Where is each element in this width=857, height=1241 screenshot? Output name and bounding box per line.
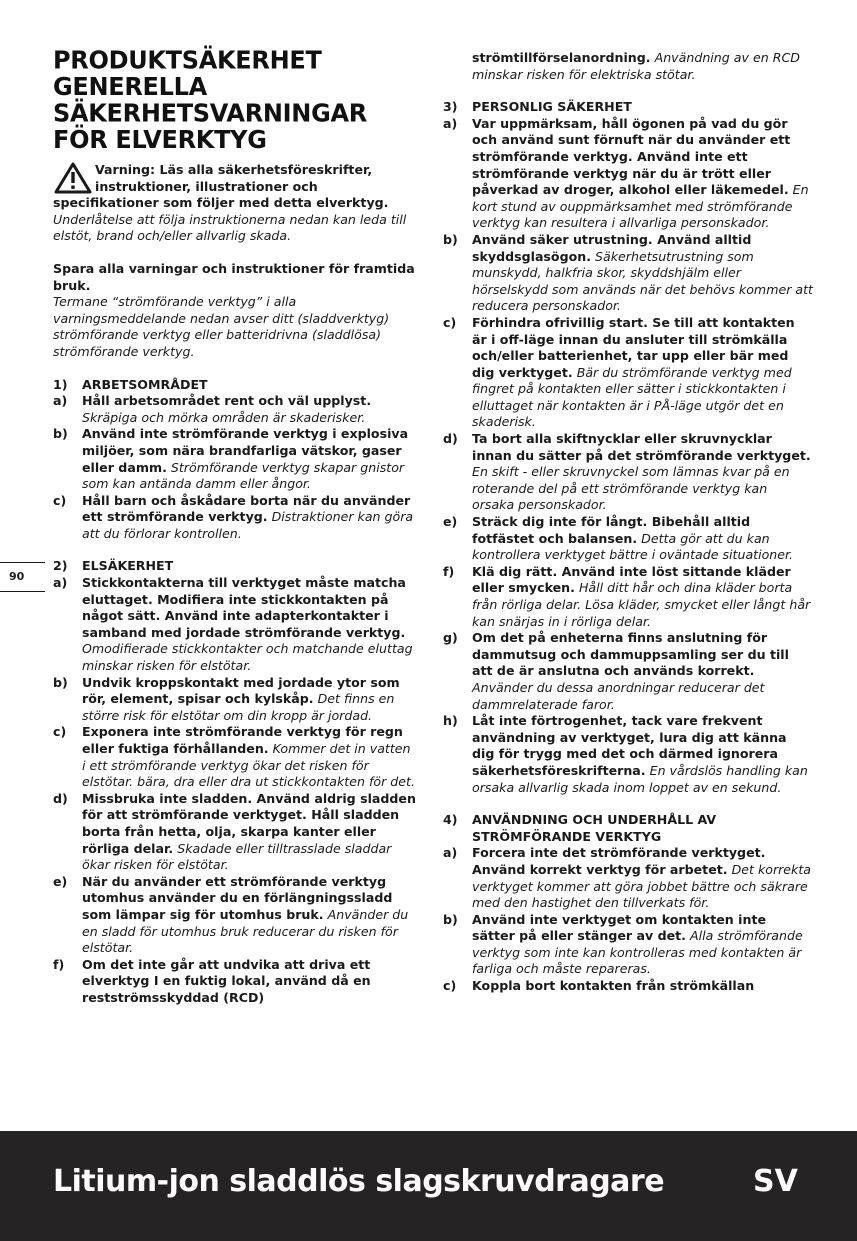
item-instruction: Om det på enheterna finns anslutning för dammutsug och dammuppsamling ser du till att de är anslutna och används korrekt. bbox=[472, 630, 789, 679]
item-body bbox=[472, 845, 813, 911]
item-body bbox=[472, 564, 813, 630]
warning-line: instruktioner, illustrationer och bbox=[95, 178, 318, 194]
item-explanation: En skift - eller skruvnyckel som lämnas kvar på en roterande del på ett strömförande verktyg kan orsaka personskador. bbox=[472, 464, 790, 513]
warning-line: Varning: Läs alla säkerhetsföreskrifter, bbox=[95, 162, 373, 177]
section-title: ARBETSOMRÅDET bbox=[82, 376, 208, 392]
item-instruction: Koppla bort kontakten från strömkällan bbox=[472, 978, 755, 994]
item-explanation: Skadade eller tilltrasslade sladdar ökar risken för elstötar. bbox=[82, 840, 392, 873]
item-body bbox=[82, 874, 418, 957]
item-letter: f) bbox=[53, 956, 65, 972]
item-explanation: Bär du strömförande verktyg med fingret på kontakten eller sätter i stickkontakten i elluttaget när kontakten är i PÅ-läge utgör det en skaderisk. bbox=[472, 364, 792, 430]
item-instruction: Håll barn och åskådare borta när du använder ett strömförande verktyg. bbox=[82, 492, 411, 525]
list-item bbox=[443, 713, 813, 796]
warning-consequence: Underlåtelse att följa instruktionerna nedan kan leda till elstöt, brand och/eller allvarlig skada. bbox=[53, 211, 407, 244]
item-explanation: Använder du dessa anordningar reducerar det dammrelaterade faror. bbox=[472, 679, 765, 712]
item-letter: b) bbox=[443, 231, 458, 247]
item-letter: f) bbox=[443, 563, 455, 579]
section-heading bbox=[53, 558, 418, 575]
list-item bbox=[443, 978, 813, 995]
left-sections bbox=[53, 377, 418, 1007]
item-instruction: Ta bort alla skiftnycklar eller skruvnycklar innan du sätter på det strömförande verktyget. bbox=[472, 431, 811, 463]
item-letter: a) bbox=[53, 575, 68, 591]
item-instruction: Låt inte förtrogenhet, tack vare frekvent användning av verktyget, lura dig att känna dig för trygg med det och därmed ignorera säkerhetsföreskrifterna. bbox=[472, 713, 787, 778]
list-item bbox=[443, 232, 813, 315]
item-letter: h) bbox=[443, 713, 458, 729]
item-body bbox=[472, 912, 813, 978]
language-code: SV bbox=[753, 1164, 798, 1199]
item-letter: a) bbox=[443, 115, 458, 131]
section-number: 1) bbox=[53, 376, 68, 392]
item-body bbox=[472, 978, 813, 995]
list-item bbox=[443, 116, 813, 232]
item-instruction: Exponera inte strömförande verktyg för regn eller fuktiga förhållanden. bbox=[82, 724, 403, 756]
title-line: SÄKERHETSVARNINGAR bbox=[53, 98, 367, 128]
list-item bbox=[53, 957, 418, 1007]
item-body bbox=[82, 393, 418, 426]
item-instruction: Stickkontakterna till verktyget måste matcha eluttaget. Modifiera inte stickkontakten på något sätt. Använd inte adapterkontakter i samband med jordade strömförande verktyg. bbox=[82, 575, 406, 640]
product-title: Litium-jon sladdlös slagskruvdragare bbox=[53, 1164, 665, 1199]
list-item bbox=[53, 575, 418, 675]
list-item bbox=[53, 393, 418, 426]
item-explanation: En vårdslös handling kan orsaka allvarlig skada inom loppet av en sekund. bbox=[472, 762, 808, 795]
section-heading bbox=[53, 377, 418, 394]
item-explanation: Alla strömförande verktyg som inte kan kontrolleras med kontakten är farliga och måste repareras. bbox=[472, 928, 803, 977]
item-explanation: Det korrekta verktyget kommer att göra jobbet bättre och säkrare med den hastighet den tillverkats för. bbox=[472, 861, 811, 911]
item-body bbox=[472, 116, 813, 232]
list-item bbox=[443, 431, 813, 514]
item-instruction: Var uppmärksam, håll ögonen på vad du gör och använd sunt förnuft när du använder ett strömförande verktyg. Använd inte ett strömförande verktyg när du är trött eller påverkad av droger, alkohol eller läkemedel. bbox=[472, 115, 791, 198]
item-instruction: Använd inte verktyget om kontakten inte sätter på eller stänger av det. bbox=[472, 911, 767, 944]
footer-bar bbox=[0, 1131, 857, 1241]
item-body bbox=[472, 630, 813, 713]
item-letter: d) bbox=[53, 790, 68, 806]
item-body bbox=[472, 232, 813, 315]
item-explanation: Använder du en sladd för utomhus bruk reducerar du risken för elstötar. bbox=[82, 906, 409, 956]
item-letter: a) bbox=[53, 393, 68, 409]
warning-block bbox=[53, 162, 418, 245]
item-letter: e) bbox=[53, 873, 68, 889]
continuation-text bbox=[443, 50, 813, 83]
list-item bbox=[443, 514, 813, 564]
item-letter: c) bbox=[443, 314, 457, 330]
right-column bbox=[443, 50, 813, 995]
warning-triangle-icon bbox=[54, 162, 92, 194]
list-item bbox=[53, 791, 418, 874]
item-instruction: Använd säker utrustning. Använd alltid skyddsglasögon. bbox=[472, 231, 752, 264]
list-item bbox=[53, 724, 418, 790]
item-explanation: En kort stund av ouppmärksamhet med strömförande verktyg kan resultera i allvarliga personskador. bbox=[472, 182, 809, 231]
section-heading bbox=[443, 812, 813, 845]
left-column bbox=[53, 45, 418, 1007]
item-letter: e) bbox=[443, 514, 458, 530]
item-instruction: Missbruka inte sladden. Använd aldrig sladden för att strömförande verktyget. Håll sladden borta från hetta, olja, skarpa kanter eller rörliga delar. bbox=[82, 790, 416, 856]
item-body bbox=[82, 791, 418, 874]
item-body bbox=[82, 724, 418, 790]
item-instruction: Klä dig rätt. Använd inte löst sittande kläder eller smycken. bbox=[472, 563, 791, 596]
item-explanation: Håll ditt hår och dina kläder borta från rörliga delar. Lösa kläder, smycket eller långt hår kan snärjas in i rörliga delar. bbox=[472, 580, 811, 629]
item-body bbox=[82, 575, 418, 675]
item-explanation: Säkerhetsutrustning som munskydd, halkfria skor, skyddshjälm eller hörselskydd som används när det behövs kommer att reducera personskador. bbox=[472, 248, 813, 314]
item-body bbox=[82, 675, 418, 725]
item-letter: c) bbox=[53, 492, 67, 508]
item-letter: a) bbox=[443, 845, 458, 861]
item-letter: b) bbox=[53, 674, 68, 690]
item-explanation: Strömförande verktyg skapar gnistor som kan antända damm eller ångor. bbox=[82, 459, 405, 492]
page-title bbox=[53, 47, 418, 153]
item-body bbox=[82, 957, 418, 1007]
item-explanation: Omodifierade stickkontakter och matchande eluttag minskar risken för elstötar. bbox=[82, 641, 413, 674]
section-title: ELSÄKERHET bbox=[82, 558, 174, 574]
item-letter: b) bbox=[53, 426, 68, 442]
page-number: 90 bbox=[0, 562, 45, 592]
item-letter: d) bbox=[443, 431, 458, 447]
item-body bbox=[82, 493, 418, 543]
list-item bbox=[53, 426, 418, 492]
title-line: PRODUKTSÄKERHET bbox=[53, 45, 322, 75]
section-title: PERSONLIG SÄKERHET bbox=[472, 99, 632, 115]
item-instruction: Sträck dig inte för långt. Bibehåll alltid fotfästet och balansen. bbox=[472, 514, 751, 546]
save-instructions: Spara alla varningar och instruktioner för framtida bruk. bbox=[53, 260, 415, 293]
list-item bbox=[443, 845, 813, 911]
right-sections bbox=[443, 99, 813, 994]
item-body bbox=[472, 514, 813, 564]
item-body bbox=[472, 431, 813, 514]
section-number: 3) bbox=[443, 99, 458, 115]
item-instruction: Undvik kroppskontakt med jordade ytor som rör, element, spisar och kylskåp. bbox=[82, 674, 400, 707]
list-item bbox=[443, 315, 813, 431]
item-explanation: Distraktioner kan göra att du förlorar kontrollen. bbox=[82, 509, 414, 541]
list-item bbox=[443, 630, 813, 713]
item-body bbox=[472, 315, 813, 431]
list-item bbox=[443, 912, 813, 978]
terms-definition: Termane “strömförande verktyg” i alla varningsmeddelande nedan avser ditt (sladdverktyg) strömförande verktyg eller batteridrivna (sladdlösa) strömförande verktyg. bbox=[53, 294, 390, 359]
list-item bbox=[53, 493, 418, 543]
item-letter: g) bbox=[443, 630, 458, 646]
list-item bbox=[53, 874, 418, 957]
item-explanation: Kommer det in vatten i ett strömförande verktyg ökar det risken för elstötar. bära, dra eller dra ut stickkontakten för det. bbox=[82, 741, 415, 790]
item-explanation: Detta gör att du kan kontrollera verktyget bättre i oväntade situationer. bbox=[472, 530, 794, 563]
item-letter: b) bbox=[443, 911, 458, 927]
title-line: FÖR ELVERKTYG bbox=[53, 125, 267, 155]
item-explanation: Det finns en större risk för elstötar om din kropp är jordad. bbox=[82, 691, 395, 723]
section-title: ANVÄNDNING OCH UNDERHÅLL AV STRÖMFÖRANDE VERKTYG bbox=[472, 812, 717, 844]
item-body bbox=[472, 713, 813, 796]
section-number: 4) bbox=[443, 812, 458, 828]
item-letter: c) bbox=[443, 978, 457, 994]
item-instruction: Förhindra ofrivillig start. Se till att kontakten är i off-läge innan du ansluter till strömkälla och/eller batterienhet, tar upp eller bär med dig verktyget. bbox=[472, 314, 795, 380]
item-instruction: Forcera inte det strömförande verktyget. Använd korrekt verktyg för arbetet. bbox=[472, 845, 766, 877]
continuation-bold: strömtillförselanordning. bbox=[472, 50, 651, 65]
continuation-italic: Användning av en RCD minskar risken för elektriska stötar. bbox=[472, 50, 800, 82]
item-instruction: När du använder ett strömförande verktyg utomhus använder du en förlängningssladd som lämpar sig för utomhus bruk. bbox=[82, 873, 393, 922]
section-heading bbox=[443, 99, 813, 116]
item-letter: c) bbox=[53, 724, 67, 740]
title-line: GENERELLA bbox=[53, 72, 207, 102]
section-number: 2) bbox=[53, 558, 68, 574]
item-body bbox=[82, 426, 418, 492]
item-instruction: Använd inte strömförande verktyg i explosiva miljöer, som nära brandfarliga vätskor, gaser eller damm. bbox=[82, 426, 409, 475]
warning-line: specifikationer som följer med detta elverktyg. bbox=[53, 195, 389, 211]
item-instruction: Om det inte går att undvika att driva ett elverktyg I en fuktig lokal, använd då en restströmsskyddad (RCD) bbox=[82, 956, 371, 1005]
item-explanation: Skräpiga och mörka områden är skaderisker. bbox=[82, 409, 366, 425]
item-instruction: Håll arbetsområdet rent och väl upplyst. bbox=[82, 393, 372, 409]
list-item bbox=[443, 564, 813, 630]
list-item bbox=[53, 675, 418, 725]
